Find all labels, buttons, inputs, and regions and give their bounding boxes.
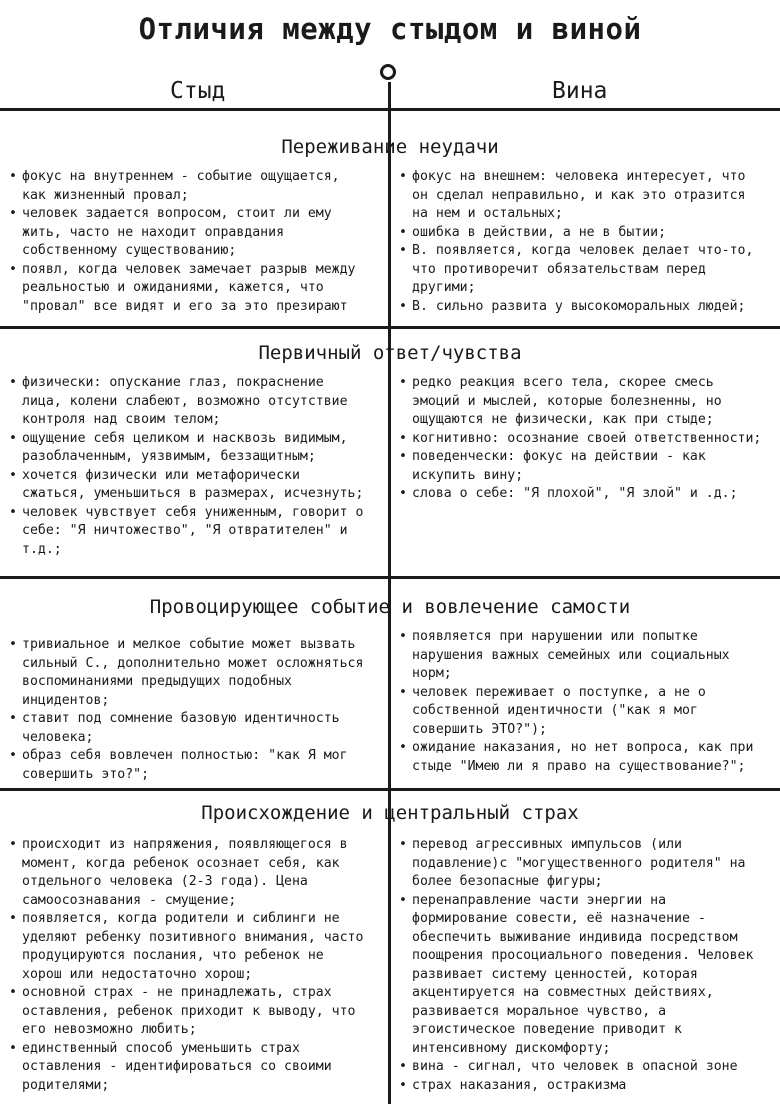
section-title-trigger: Провоцирующее событие и вовлечение самости: [149, 596, 631, 618]
section-response-guilt-list: [396, 374, 776, 504]
list-item: • физически: опускание глаз, покраснение лица, колени слабеют, возможно отсутствие контроля над своим телом;: [6, 374, 384, 430]
list-item: • ожидание наказания, но нет вопроса, как при стыде "Имею ли я право на существование?";: [396, 739, 776, 776]
list-item: • появл, когда человек замечает разрыв между реальностью и ожиданиями, кажется, что "провал" все видят и его за это презирают: [6, 261, 384, 317]
section-origin-guilt-list: [396, 836, 776, 1095]
list-item: • ощущение себя целиком и насквозь видимым, разоблаченным, уязвимым, беззащитным;: [6, 430, 384, 467]
column-heading-guilt: Вина: [552, 78, 608, 104]
list-item: • образ себя вовлечен полностью: "как Я мог совершить это?";: [6, 747, 384, 784]
list-item: • ошибка в действии, а не в бытии;: [396, 224, 776, 243]
list-item: • появляется, когда родители и сиблинги не уделяют ребенку позитивного внимания, часто продуцируются послания, что ребенок не хорош или недостаточно хорош;: [6, 910, 384, 984]
list-item: • когнитивно: осознание своей ответственности;: [396, 430, 776, 449]
vertical-divider: [388, 82, 391, 1104]
list-item: • вина - сигнал, что человек в опасной зоне: [396, 1058, 776, 1077]
list-item: • перевод агрессивных импульсов (или подавление)с "могущественного родителя" на более безопасные фигуры;: [396, 836, 776, 892]
section-title-response: Первичный ответ/чувства: [258, 342, 522, 364]
section-failure-guilt-list: [396, 168, 776, 316]
horizontal-divider: [0, 326, 780, 329]
list-item: • ставит под сомнение базовую идентичность человека;: [6, 710, 384, 747]
horizontal-divider: [0, 788, 780, 791]
horizontal-divider: [0, 576, 780, 579]
section-failure-shame-list: [6, 168, 384, 316]
list-item: • человек задается вопросом, стоит ли ему жить, часто не находит оправдания собственному существованию;: [6, 205, 384, 261]
list-item: • основной страх - не принадлежать, страх оставления, ребенок приходит к выводу, что его невозможно любить;: [6, 984, 384, 1040]
list-item: • человек чувствует себя униженным, говорит о себе: "Я ничтожество", "Я отвратителен" и т.д.;: [6, 504, 384, 560]
list-item: • хочется физически или метафорически сжаться, уменьшиться в размерах, исчезнуть;: [6, 467, 384, 504]
list-item: • перенаправление части энергии на формирование совести, её назначение - обеспечить выживание индивида посредством поощрения просоциального поведения. Человек развивает систему ценностей, которая акцентируется на совместных действиях, развивается моральное чувство, а эгоистическое поведение приводит к интенсивному дискомфорту;: [396, 892, 776, 1059]
divider-circle-icon: [380, 64, 396, 80]
list-item: • редко реакция всего тела, скорее смесь эмоций и мыслей, которые болезненны, но ощущаются не физически, как при стыде;: [396, 374, 776, 430]
list-item: • слова о себе: "Я плохой", "Я злой" и .д.;: [396, 485, 776, 504]
list-item: • страх наказания, остракизма: [396, 1077, 776, 1096]
section-response-shame-list: [6, 374, 384, 559]
section-title-failure: Переживание неудачи: [281, 136, 499, 158]
section-origin-shame-list: [6, 836, 384, 1095]
page-title: Отличия между стыдом и виной: [138, 12, 642, 46]
list-item: • поведенчески: фокус на действии - как искупить вину;: [396, 448, 776, 485]
list-item: • человек переживает о поступке, а не о собственной идентичности ("как я мог совершить ЭТО?");: [396, 684, 776, 740]
horizontal-divider: [0, 108, 780, 111]
section-trigger-shame-list: [6, 636, 384, 784]
list-item: • появляется при нарушении или попытке нарушения важных семейных или социальных норм;: [396, 628, 776, 684]
list-item: • В. появляется, когда человек делает что-то, что противоречит обязательствам перед другими;: [396, 242, 776, 298]
section-trigger-guilt-list: [396, 628, 776, 776]
list-item: • фокус на внешнем: человека интересует, что он сделал неправильно, и как это отразится на нем и остальных;: [396, 168, 776, 224]
column-heading-shame: Стыд: [170, 78, 226, 104]
list-item: • В. сильно развита у высокоморальных людей;: [396, 298, 776, 317]
list-item: • единственный способ уменьшить страх оставления - идентифироваться со своими родителями;: [6, 1040, 384, 1096]
list-item: • происходит из напряжения, появляющегося в момент, когда ребенок осознает себя, как отдельного человека (2-3 года). Цена самоосознавания - смущение;: [6, 836, 384, 910]
section-title-origin: Происхождение и центральный страх: [201, 802, 579, 824]
list-item: • фокус на внутреннем - событие ощущается, как жизненный провал;: [6, 168, 384, 205]
list-item: • тривиальное и мелкое событие может вызвать сильный С., дополнительно может осложняться воспоминаниями предыдущих подобных инцидентов;: [6, 636, 384, 710]
